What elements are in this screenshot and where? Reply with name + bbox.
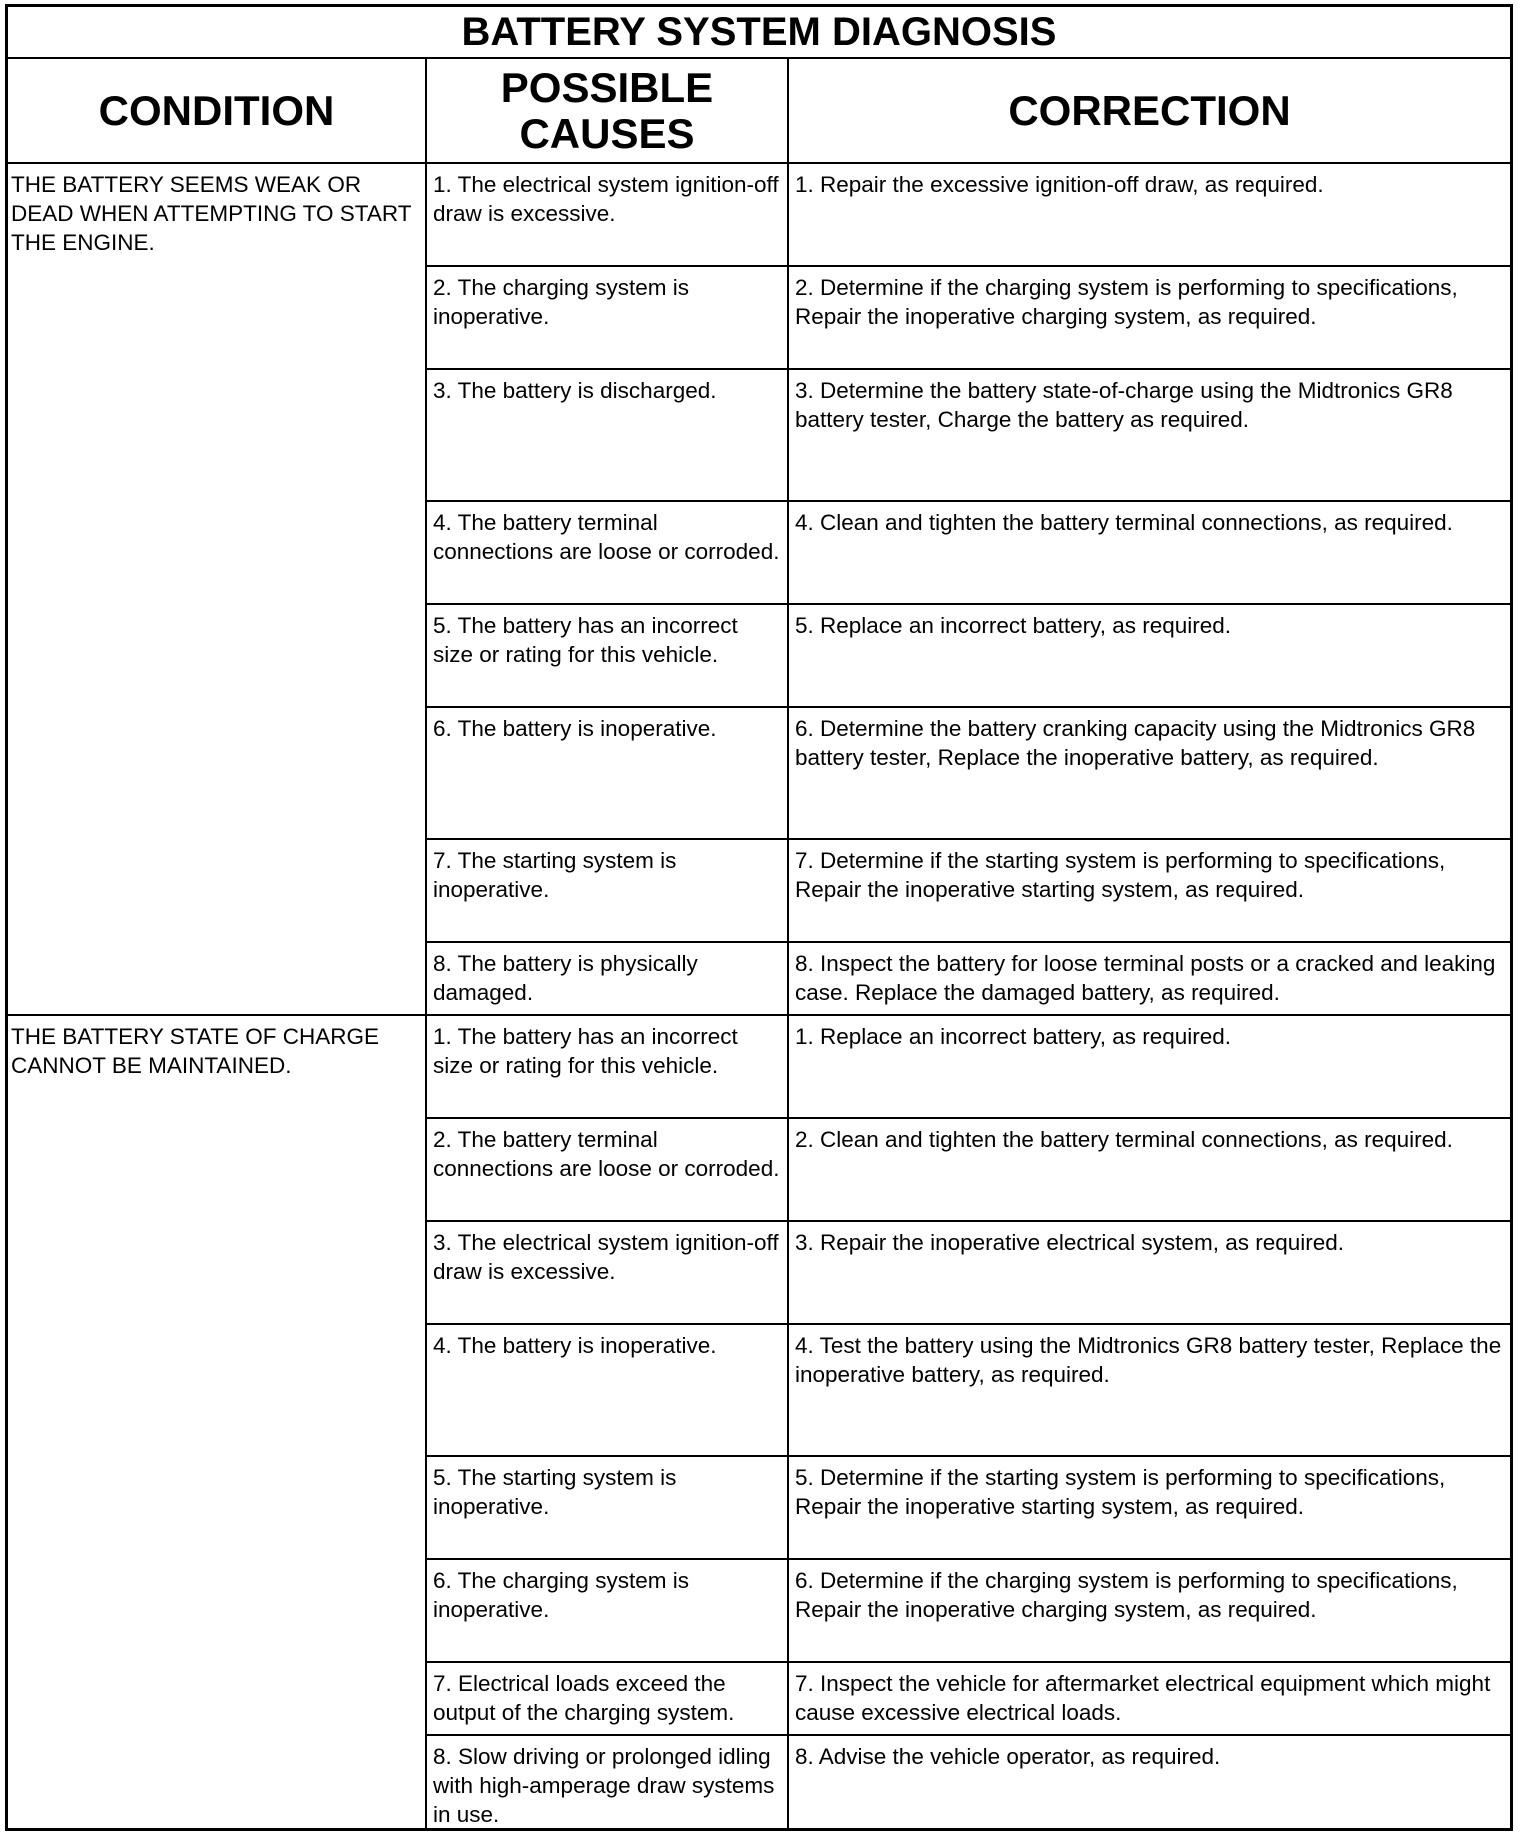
header-condition: CONDITION — [8, 58, 426, 163]
correction-cell: 1. Replace an incorrect battery, as required. — [788, 1015, 1510, 1118]
correction-cell: 7. Determine if the starting system is performing to specifications, Repair the inoperative starting system, as required. — [788, 839, 1510, 942]
correction-cell: 3. Repair the inoperative electrical system, as required. — [788, 1221, 1510, 1324]
cause-cell: 5. The starting system is inoperative. — [426, 1456, 788, 1559]
cause-cell: 7. Electrical loads exceed the output of the charging system. — [426, 1662, 788, 1735]
diagnosis-table — [8, 7, 1510, 1830]
correction-cell: 6. Determine if the charging system is performing to specifications, Repair the inoperative charging system, as required. — [788, 1559, 1510, 1662]
cause-cell: 7. The starting system is inoperative. — [426, 839, 788, 942]
correction-cell: 6. Determine the battery cranking capacity using the Midtronics GR8 battery tester, Replace the inoperative battery, as required. — [788, 707, 1510, 839]
correction-cell: 8. Inspect the battery for loose terminal posts or a cracked and leaking case. Replace the damaged battery, as required. — [788, 942, 1510, 1015]
cause-cell: 6. The charging system is inoperative. — [426, 1559, 788, 1662]
cause-cell: 4. The battery terminal connections are loose or corroded. — [426, 501, 788, 604]
correction-cell: 4. Clean and tighten the battery terminal connections, as required. — [788, 501, 1510, 604]
correction-cell: 1. Repair the excessive ignition-off draw, as required. — [788, 163, 1510, 266]
cause-cell: 4. The battery is inoperative. — [426, 1324, 788, 1456]
correction-cell: 5. Determine if the starting system is performing to specifications, Repair the inoperative starting system, as required. — [788, 1456, 1510, 1559]
cause-cell: 5. The battery has an incorrect size or rating for this vehicle. — [426, 604, 788, 707]
cause-cell: 1. The battery has an incorrect size or rating for this vehicle. — [426, 1015, 788, 1118]
cause-cell: 1. The electrical system ignition-off draw is excessive. — [426, 163, 788, 266]
condition-cell: THE BATTERY SEEMS WEAK OR DEAD WHEN ATTEMPTING TO START THE ENGINE. — [8, 163, 426, 1015]
cause-cell: 2. The charging system is inoperative. — [426, 266, 788, 369]
correction-cell: 8. Advise the vehicle operator, as required. — [788, 1735, 1510, 1829]
correction-cell: 7. Inspect the vehicle for aftermarket electrical equipment which might cause excessive electrical loads. — [788, 1662, 1510, 1735]
header-correction: CORRECTION — [788, 58, 1510, 163]
condition-cell: THE BATTERY STATE OF CHARGE CANNOT BE MAINTAINED. — [8, 1015, 426, 1829]
cause-cell: 8. Slow driving or prolonged idling with high-amperage draw systems in use. — [426, 1735, 788, 1829]
correction-cell: 5. Replace an incorrect battery, as required. — [788, 604, 1510, 707]
cause-cell: 8. The battery is physically damaged. — [426, 942, 788, 1015]
correction-cell: 2. Determine if the charging system is performing to specifications, Repair the inoperative charging system, as required. — [788, 266, 1510, 369]
header-possible-causes: POSSIBLE CAUSES — [426, 58, 788, 163]
correction-cell: 2. Clean and tighten the battery terminal connections, as required. — [788, 1118, 1510, 1221]
correction-cell: 3. Determine the battery state-of-charge using the Midtronics GR8 battery tester, Charge the battery as required. — [788, 369, 1510, 501]
diagnosis-sheet — [5, 4, 1513, 1831]
cause-cell: 3. The battery is discharged. — [426, 369, 788, 501]
cause-cell: 3. The electrical system ignition-off draw is excessive. — [426, 1221, 788, 1324]
cause-cell: 2. The battery terminal connections are loose or corroded. — [426, 1118, 788, 1221]
table-title: BATTERY SYSTEM DIAGNOSIS — [8, 7, 1510, 58]
correction-cell: 4. Test the battery using the Midtronics GR8 battery tester, Replace the inoperative battery, as required. — [788, 1324, 1510, 1456]
cause-cell: 6. The battery is inoperative. — [426, 707, 788, 839]
